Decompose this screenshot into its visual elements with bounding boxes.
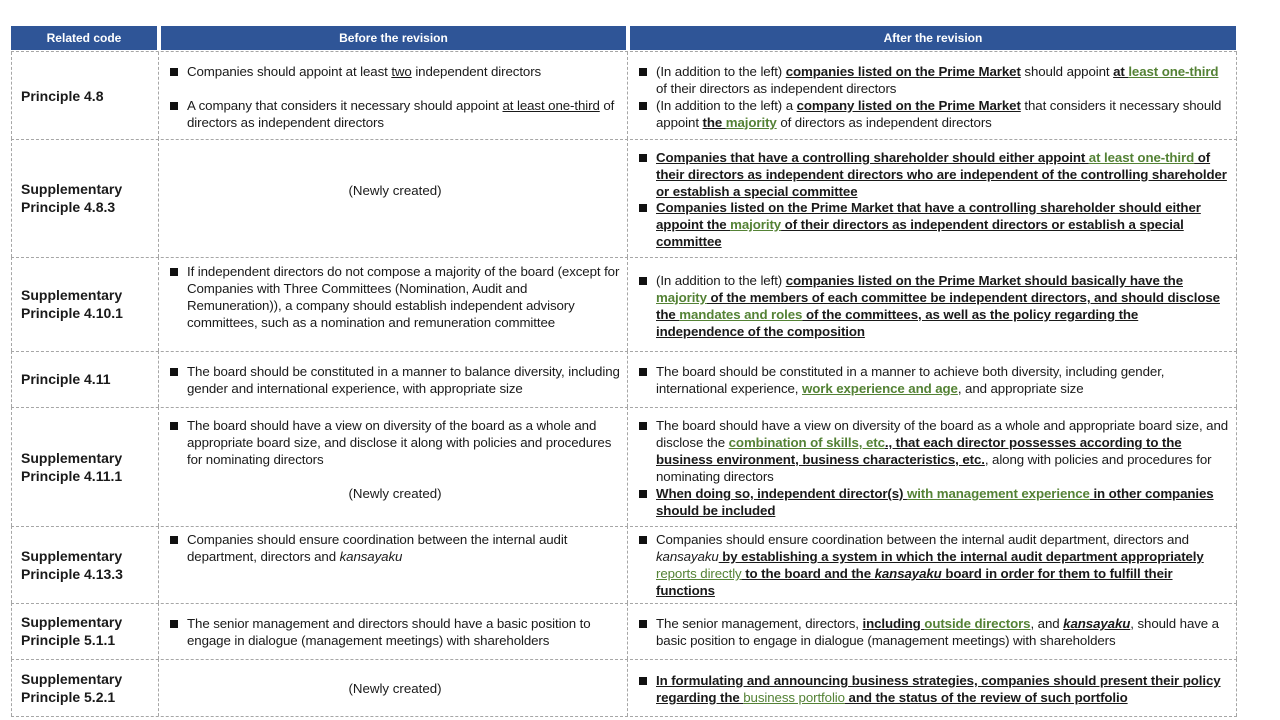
highlighted-change: at least one-third: [1088, 150, 1195, 165]
text-segment: board in order for them to fulfill their functions: [656, 566, 1173, 598]
after-revision-cell: [628, 526, 1237, 603]
related-code-label: Principle 4.13.3: [21, 565, 123, 582]
text-segment: of the members of each committee be independent directors, and should disclose the: [656, 290, 1220, 322]
text-segment: A company that considers it necessary should appoint: [187, 98, 503, 113]
bullet-item: [638, 485, 1230, 519]
text-segment: of directors as independent directors: [187, 98, 615, 130]
text-segment: company listed on the Prime Market: [796, 98, 1021, 113]
text-segment: at least one-third: [502, 98, 600, 113]
text-segment: the: [702, 115, 726, 130]
text-segment: If independent directors do not compose a majority of the board (except for Companies with Three Committees (Nomination, Audit and Remuneration)), a company should establish independent advisory committees, such as a nomination and remuneration committee: [187, 264, 620, 330]
related-code-cell: [11, 138, 159, 257]
text-segment: independent directors: [411, 64, 542, 79]
bullet-item: [169, 417, 621, 468]
text-segment: (In addition to the left) a: [656, 98, 797, 113]
text-segment: and the status of the review of such portfolio: [844, 690, 1128, 705]
before-revision-cell: [159, 526, 628, 603]
text-segment: , and: [1030, 616, 1064, 631]
text-segment: kansayaku: [874, 566, 942, 581]
text-segment: (In addition to the left): [656, 64, 786, 79]
related-code-label: Supplementary: [21, 614, 123, 630]
text-segment: , should have a basic position to engage in dialogue (management meetings) with shareholders: [656, 616, 1219, 648]
header-after-revision: After the revision: [630, 26, 1236, 50]
bullet-item: [638, 363, 1230, 397]
bullet-item: [638, 272, 1230, 340]
highlighted-change: with management experience: [906, 486, 1090, 501]
text-segment: that considers it necessary should appoint: [656, 98, 1222, 130]
text-segment: including: [862, 616, 925, 631]
highlighted-change: least one-third: [1128, 64, 1219, 79]
text-segment: ., that each director possesses according to the business environment, business characteristics, etc.: [656, 435, 1182, 467]
related-code-label: Supplementary: [21, 287, 123, 303]
after-revision-cell: [628, 257, 1237, 351]
text-segment: Companies should ensure coordination between the internal audit department, directors and: [187, 532, 568, 564]
highlighted-change: reports directly: [656, 566, 742, 581]
related-code-label: Supplementary: [21, 670, 123, 687]
related-code-label: Supplementary: [21, 449, 123, 466]
text-segment: kansayaku: [1063, 616, 1131, 631]
after-revision-cell: [628, 659, 1237, 716]
after-revision-cell: [628, 603, 1237, 659]
related-code-cell: [11, 659, 159, 716]
text-segment: of the committees, as well as the policy regarding the independence of the composition: [656, 307, 1139, 339]
related-code-label: Principle 4.8: [21, 87, 104, 104]
text-segment: Companies listed on the Prime Market that have a controlling shareholder should either appoint the: [656, 200, 1201, 232]
text-segment: The board should be constituted in a manner to balance diversity, including gender and international experience, with appropriate size: [187, 364, 620, 396]
text-segment: Companies that have a controlling shareholder should either appoint: [656, 150, 1089, 165]
related-code-label: Supplementary: [21, 547, 123, 564]
text-segment: of their directors as independent directors or establish a special committee: [656, 217, 1184, 249]
related-code-cell: [11, 351, 159, 407]
related-code-label: Principle 4.11.1: [21, 467, 123, 484]
bullet-item: [169, 263, 621, 331]
bullet-item: [169, 363, 621, 397]
after-revision-cell: [628, 407, 1237, 526]
text-segment: of directors as independent directors: [776, 115, 992, 130]
text-segment: The senior management and directors should have a basic position to engage in dialogue (management meetings) with shareholders: [187, 616, 591, 648]
text-segment: of their directors as independent directors who are independent of the controlling shareholder or establish a special committee: [656, 150, 1227, 199]
bullet-item: [638, 615, 1230, 649]
table-row: [11, 659, 1237, 717]
text-segment: by establishing a system in which the internal audit department appropriately: [718, 549, 1204, 564]
text-segment: in other companies should be included: [656, 486, 1214, 518]
bullet-item: [638, 672, 1230, 706]
highlighted-change: outside directors: [924, 616, 1031, 631]
table-row: [11, 138, 1237, 258]
highlighted-change: work experience and age: [801, 381, 958, 396]
after-revision-cell: [628, 52, 1237, 139]
header-before-revision: Before the revision: [161, 26, 626, 50]
text-segment: The board should have a view on diversity of the board as a whole and appropriate board size, and disclose it along with policies and procedures for nominating directors: [187, 418, 612, 467]
text-segment: Companies should ensure coordination between the internal audit department, directors and: [656, 532, 1189, 547]
related-code-label: Principle 4.10.1: [21, 305, 123, 321]
text-segment: , along with policies and procedures for nominating directors: [656, 452, 1212, 484]
bullet-item: [169, 615, 621, 649]
newly-created-label: (Newly created): [348, 486, 442, 501]
text-segment: The board should be constituted in a manner to achieve both diversity, including gender, international experience,: [656, 364, 1165, 396]
text-segment: kansayaku: [339, 549, 403, 564]
text-segment: (In addition to the left): [656, 273, 786, 288]
text-segment: In formulating and announcing business strategies, companies should present their policy regarding the: [656, 673, 1221, 705]
related-code-label: Principle 5.2.1: [21, 688, 116, 705]
before-revision-cell: [159, 659, 628, 716]
highlighted-change: mandates and roles: [679, 307, 803, 322]
text-segment: companies listed on the Prime Market: [785, 64, 1021, 79]
table-row: [11, 51, 1237, 140]
text-segment: at: [1113, 64, 1129, 79]
related-code-cell: [11, 603, 159, 659]
bullet-item: [638, 531, 1230, 599]
related-code-label: Supplementary: [21, 180, 123, 197]
text-segment: to the board and the: [741, 566, 875, 581]
text-segment: The senior management, directors,: [656, 616, 863, 631]
related-code-cell: [11, 526, 159, 603]
related-code-cell: [11, 52, 159, 139]
before-revision-cell: [159, 603, 628, 659]
before-revision-cell: [159, 138, 628, 257]
related-code-cell: [11, 407, 159, 526]
table-row: [11, 257, 1237, 352]
related-code-cell: [11, 257, 159, 351]
text-segment: When doing so, independent director(s): [656, 486, 907, 501]
header-related-code: Related code: [11, 26, 157, 50]
text-segment: kansayaku: [656, 549, 719, 564]
table-row: [11, 526, 1237, 604]
bullet-item: [638, 199, 1230, 250]
before-revision-cell: [159, 257, 628, 351]
newly-created-label: (Newly created): [348, 183, 442, 198]
text-segment: two: [391, 64, 412, 79]
table-row: [11, 407, 1237, 527]
bullet-item: [169, 531, 621, 565]
highlighted-change: business portfolio: [743, 690, 845, 705]
table-row: [11, 351, 1237, 408]
text-segment: companies listed on the Prime Market should basically have the: [785, 273, 1183, 288]
before-revision-cell: [159, 351, 628, 407]
text-segment: of their directors as independent directors: [656, 81, 897, 96]
text-segment: Companies should appoint at least: [187, 64, 392, 79]
bullet-item: [638, 97, 1230, 131]
bullet-item: [169, 63, 621, 80]
highlighted-change: majority: [725, 115, 777, 130]
after-revision-cell: [628, 138, 1237, 257]
bullet-item: [169, 97, 621, 131]
text-segment: should appoint: [1020, 64, 1114, 79]
before-revision-cell: [159, 52, 628, 139]
table-row: [11, 603, 1237, 660]
after-revision-cell: [628, 351, 1237, 407]
text-segment: , and appropriate size: [957, 381, 1084, 396]
bullet-item: [638, 63, 1230, 97]
highlighted-change: combination of skills, etc: [728, 435, 885, 450]
highlighted-change: majority: [730, 217, 782, 232]
highlighted-change: majority: [656, 290, 707, 305]
bullet-item: [638, 417, 1230, 485]
related-code-label: Principle 4.11: [21, 371, 111, 387]
newly-created-label: (Newly created): [348, 681, 442, 696]
related-code-label: Principle 4.8.3: [21, 198, 116, 215]
text-segment: The board should have a view on diversity of the board as a whole and appropriate board size, and disclose the: [656, 418, 1229, 450]
before-revision-cell: [159, 407, 628, 526]
related-code-label: Principle 5.1.1: [21, 632, 116, 648]
bullet-item: [638, 149, 1230, 200]
